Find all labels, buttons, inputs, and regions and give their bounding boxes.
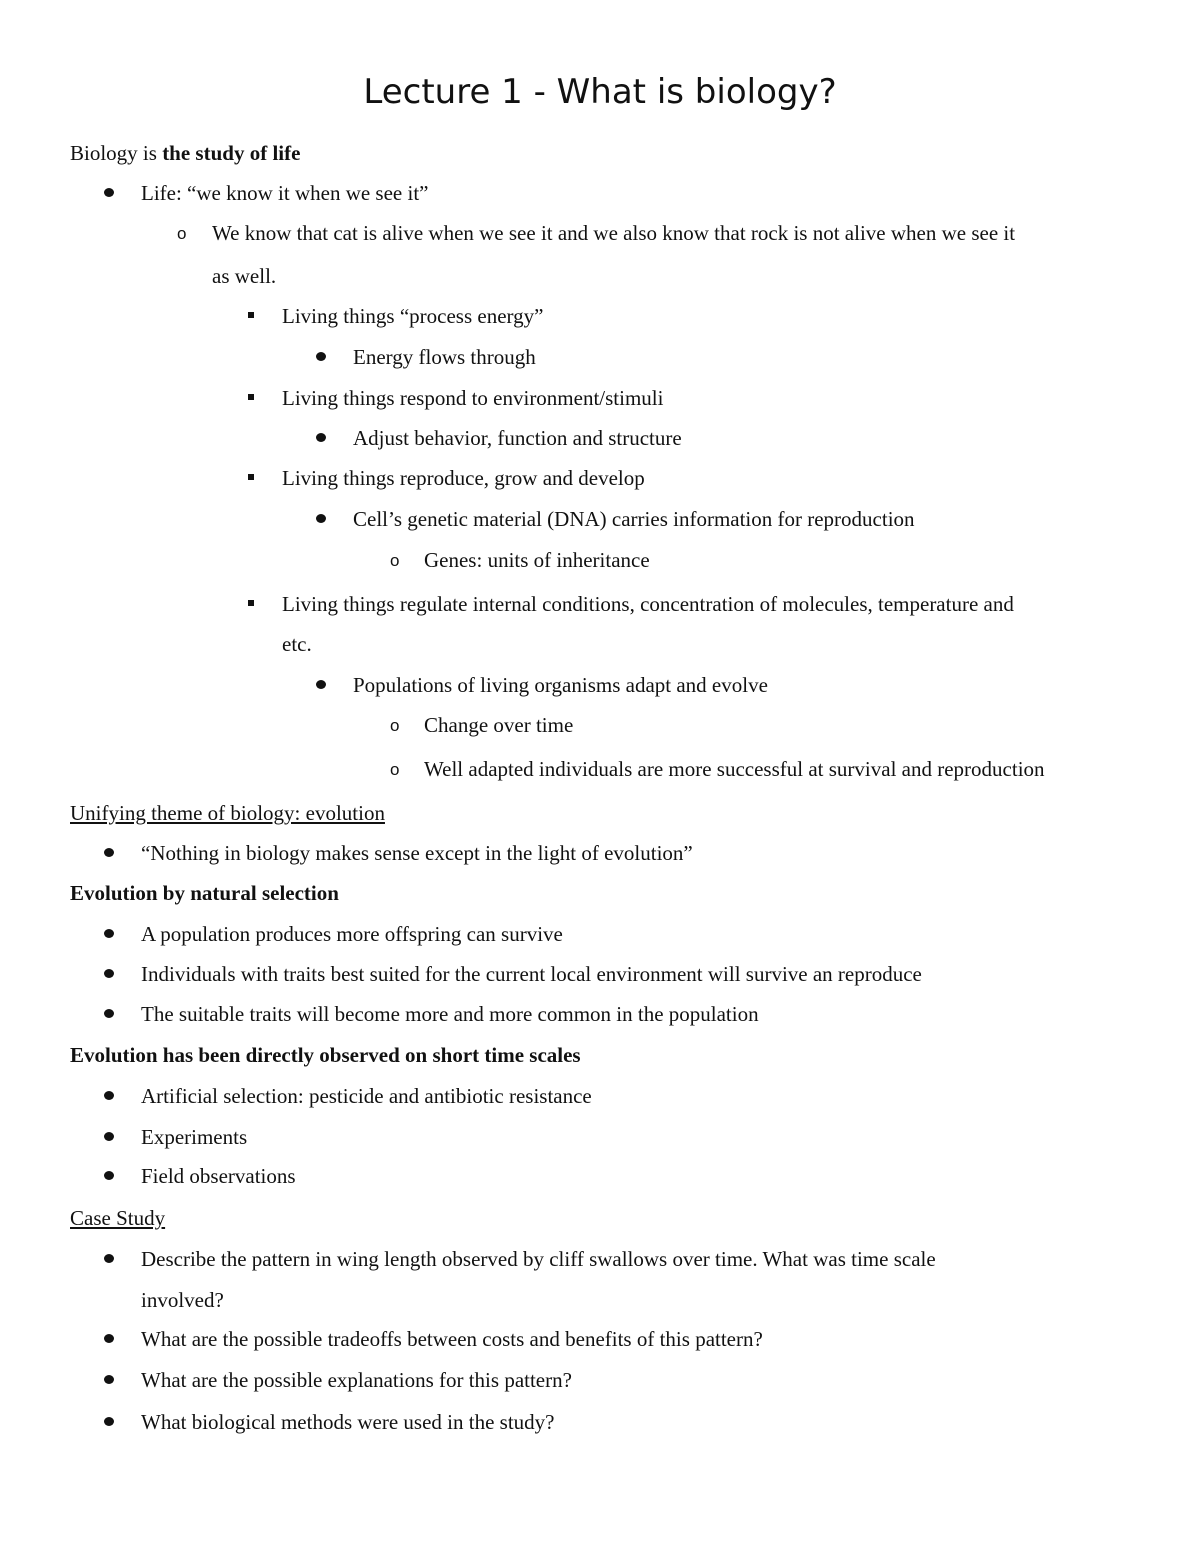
- bullet-circle-icon: o: [390, 760, 400, 779]
- list-item-case-q2: What are the possible tradeoffs between costs and benefits of this pattern?: [141, 1327, 763, 1351]
- intro-bold: the study of life: [162, 141, 301, 165]
- list-item-case-q1: Describe the pattern in wing length observed by cliff swallows over time. What was time scale: [141, 1247, 936, 1271]
- intro-prefix: Biology is: [70, 141, 163, 165]
- list-item-adjust: Adjust behavior, function and structure: [353, 426, 682, 450]
- bullet-dot-icon: [316, 514, 326, 523]
- list-item-populations: Populations of living organisms adapt and evolve: [353, 673, 768, 697]
- section-heading-case-study: Case Study: [70, 1206, 166, 1230]
- bullet-dot-icon: [104, 848, 114, 857]
- bullet-dot-icon: [104, 929, 114, 938]
- list-item: A population produces more offspring can survive: [141, 922, 563, 946]
- list-item-cat-example: We know that cat is alive when we see it and we also know that rock is not alive when we see it: [212, 221, 1016, 245]
- list-item-case-q4: What biological methods were used in the study?: [141, 1410, 555, 1434]
- list-item-regulate-cont: etc.: [282, 632, 312, 656]
- list-item-dna: Cell’s genetic material (DNA) carries information for reproduction: [353, 507, 915, 531]
- bullet-circle-icon: o: [177, 224, 187, 243]
- bullet-square-icon: [248, 474, 254, 480]
- page-title: Lecture 1 - What is biology?: [363, 72, 837, 112]
- bullet-dot-icon: [104, 969, 114, 978]
- bullet-dot-icon: [104, 1417, 114, 1426]
- bullet-dot-icon: [316, 433, 326, 442]
- bullet-circle-icon: o: [390, 716, 400, 735]
- bullet-square-icon: [248, 394, 254, 400]
- list-item-regulate: Living things regulate internal conditions, concentration of molecules, temperature and: [282, 592, 1014, 616]
- list-item-evolution-quote: “Nothing in biology makes sense except in the light of evolution”: [141, 841, 693, 865]
- list-item-genes: Genes: units of inheritance: [424, 548, 650, 572]
- list-item: Individuals with traits best suited for the current local environment will survive an reproduce: [141, 962, 922, 986]
- list-item-cat-example-cont: as well.: [212, 264, 277, 288]
- list-item-reproduce: Living things reproduce, grow and develop: [282, 466, 645, 490]
- section-heading-observed: Evolution has been directly observed on short time scales: [70, 1043, 581, 1067]
- bullet-square-icon: [248, 600, 254, 606]
- bullet-dot-icon: [104, 1171, 114, 1180]
- bullet-dot-icon: [104, 188, 114, 197]
- list-item-respond: Living things respond to environment/stimuli: [282, 386, 664, 410]
- section-heading-unifying: Unifying theme of biology: evolution: [70, 801, 385, 825]
- bullet-dot-icon: [104, 1132, 114, 1141]
- list-item-case-q1-cont: involved?: [141, 1288, 224, 1312]
- list-item-well-adapted: Well adapted individuals are more successful at survival and reproduction: [424, 757, 1045, 781]
- list-item-life-quote: Life: “we know it when we see it”: [141, 181, 429, 205]
- list-item: Field observations: [141, 1164, 296, 1188]
- bullet-dot-icon: [104, 1334, 114, 1343]
- bullet-dot-icon: [104, 1091, 114, 1100]
- bullet-circle-icon: o: [390, 551, 400, 570]
- list-item: The suitable traits will become more and more common in the population: [141, 1002, 759, 1026]
- list-item-process-energy: Living things “process energy”: [282, 304, 544, 328]
- bullet-dot-icon: [316, 680, 326, 689]
- bullet-dot-icon: [104, 1254, 114, 1263]
- bullet-square-icon: [248, 312, 254, 318]
- intro-line: [70, 139, 300, 167]
- bullet-dot-icon: [316, 352, 326, 361]
- list-item: Experiments: [141, 1125, 248, 1149]
- list-item-case-q3: What are the possible explanations for this pattern?: [141, 1368, 572, 1392]
- section-heading-natural-selection: Evolution by natural selection: [70, 881, 339, 905]
- list-item-change: Change over time: [424, 713, 574, 737]
- list-item: Artificial selection: pesticide and antibiotic resistance: [141, 1084, 592, 1108]
- list-item-energy-flows: Energy flows through: [353, 345, 536, 369]
- bullet-dot-icon: [104, 1009, 114, 1018]
- bullet-dot-icon: [104, 1375, 114, 1384]
